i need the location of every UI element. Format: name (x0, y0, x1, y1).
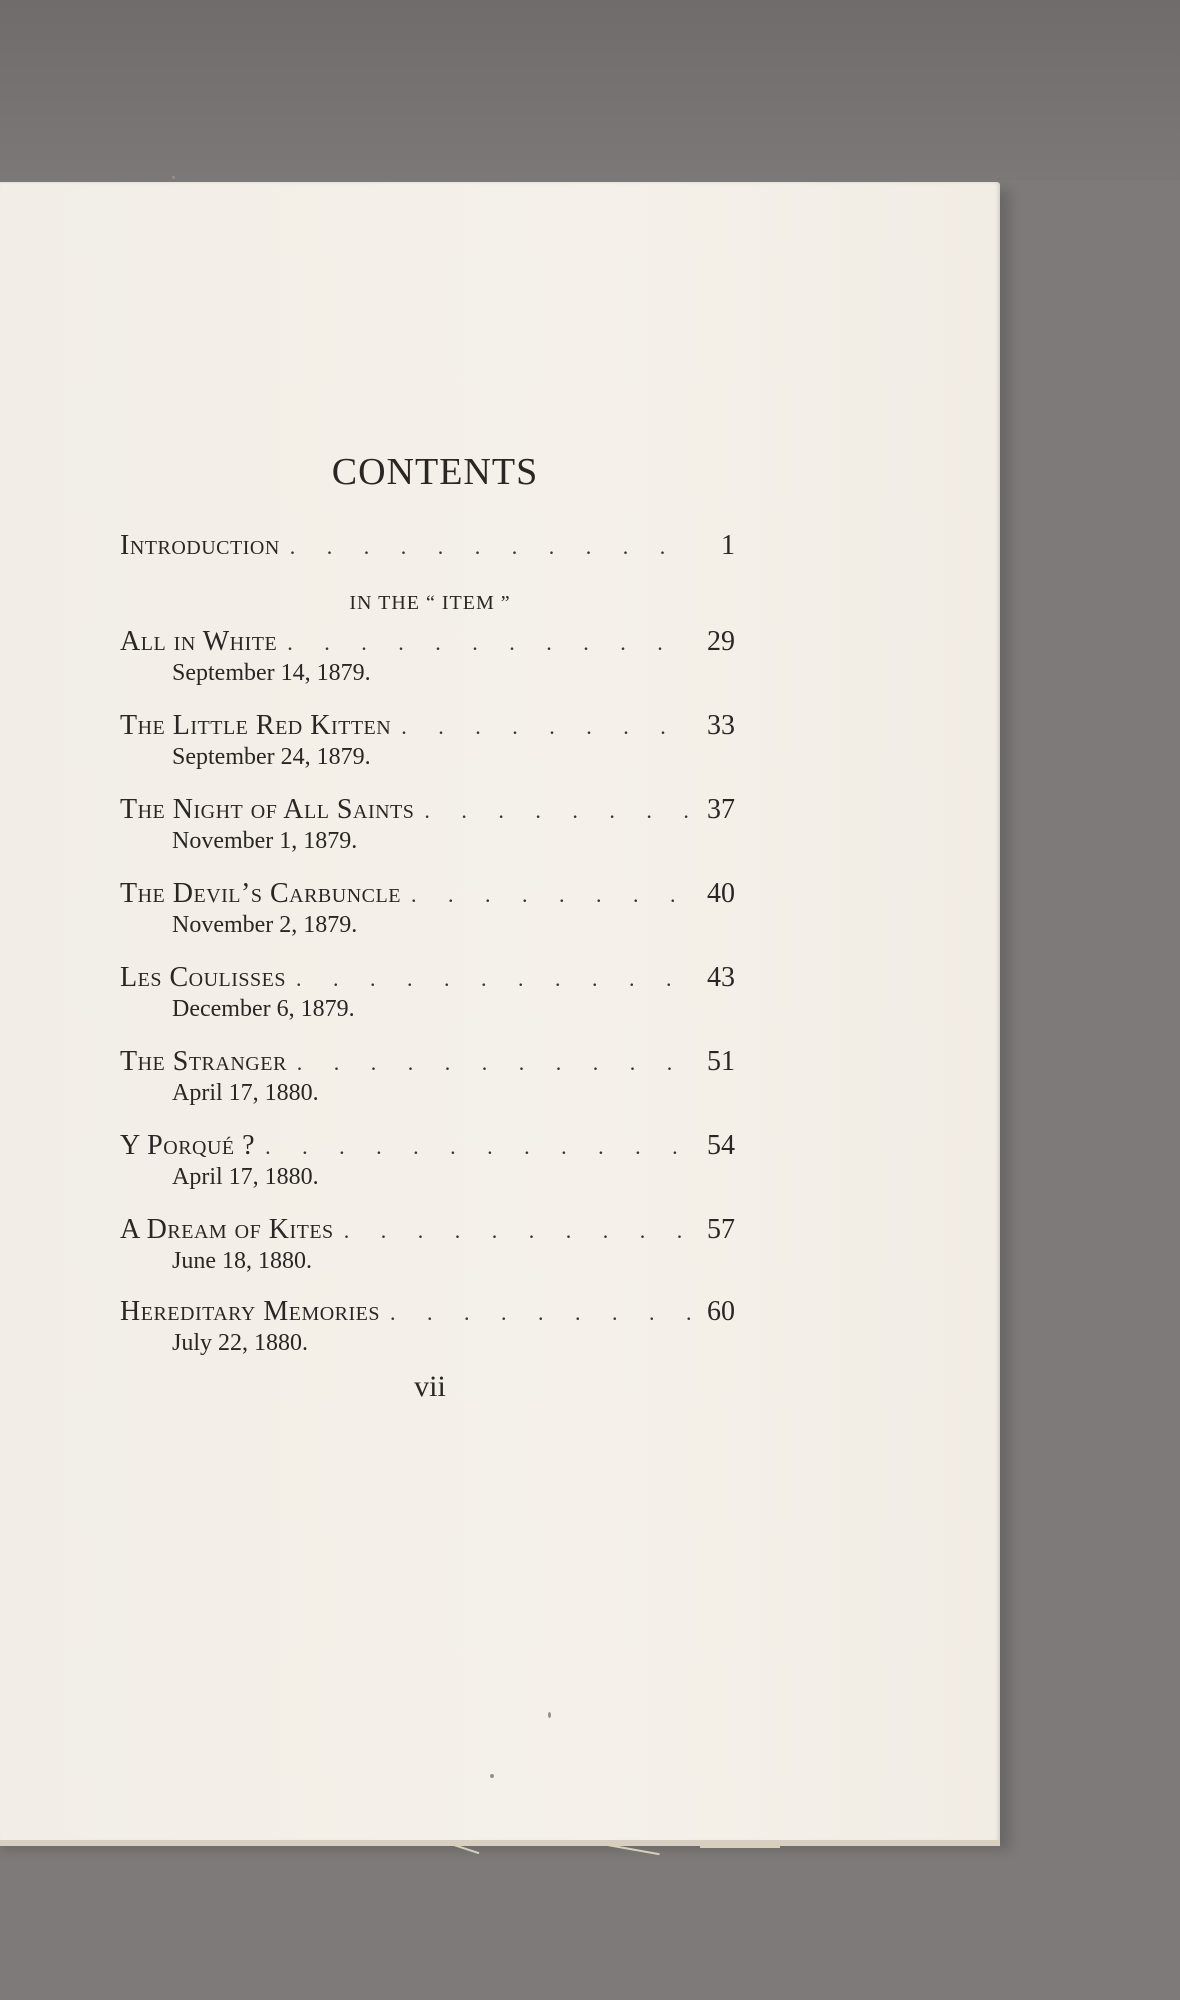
toc-entry-date: July 22, 1880. (172, 1330, 309, 1356)
dot-leader (344, 1218, 691, 1244)
toc-entry-introduction (120, 530, 735, 600)
toc-entry-date: April 17, 1880. (172, 1164, 319, 1190)
toc-entry-date: June 18, 1880. (172, 1248, 312, 1274)
toc-entry-title: The Stranger (120, 1046, 287, 1077)
dot-leader (296, 966, 691, 992)
dot-leader (287, 630, 691, 656)
toc-entry-title: Introduction (120, 530, 280, 561)
toc-page-number: 1 (721, 530, 735, 561)
toc-entry-date: September 24, 1879. (172, 744, 371, 770)
toc-entry (120, 1046, 735, 1116)
toc-entry-date: April 17, 1880. (172, 1080, 319, 1106)
toc-entry-date: November 1, 1879. (172, 828, 358, 854)
toc-entry-title: Hereditary Memories (120, 1296, 381, 1327)
dot-leader (424, 798, 691, 824)
toc-page-number: 51 (707, 1046, 735, 1077)
toc-entry-title: All in White (120, 626, 278, 657)
toc-entry-title: A Dream of Kites (120, 1214, 334, 1245)
toc-entry-title: The Little Red Kitten (120, 710, 392, 741)
toc-page-number: 40 (707, 878, 735, 909)
contents-title: CONTENTS (331, 451, 539, 493)
toc-entry-title: The Night of All Saints (120, 794, 415, 825)
dot-leader (290, 534, 691, 560)
toc-page-number: 43 (707, 962, 735, 993)
backdrop (0, 0, 1180, 180)
section-heading: IN THE “ ITEM ” (349, 592, 511, 614)
page-bottom-edge (0, 1840, 1000, 1846)
toc-page-number: 57 (707, 1214, 735, 1245)
toc-entry (120, 878, 735, 948)
toc-entry-title: Y Porqué ? (120, 1130, 256, 1161)
dot-leader (401, 714, 691, 740)
toc-entry-title: The Devil’s Carbuncle (120, 878, 401, 909)
paper-speck (490, 1774, 494, 1778)
toc-entry (120, 962, 735, 1032)
toc-entry (120, 794, 735, 864)
toc-entry (120, 1130, 735, 1200)
dot-leader (265, 1134, 691, 1160)
toc-page-number: 29 (707, 626, 735, 657)
toc-entry-date: November 2, 1879. (172, 912, 358, 938)
toc-entry (120, 1214, 735, 1284)
toc-entry-date: December 6, 1879. (172, 996, 355, 1022)
toc-entry-title: Les Coulisses (120, 962, 286, 993)
paper-speck (548, 1712, 551, 1718)
dot-leader (411, 882, 691, 908)
dot-leader (297, 1050, 691, 1076)
toc-page-number: 54 (707, 1130, 735, 1161)
toc-page-number: 60 (707, 1296, 735, 1327)
paper-speck (172, 176, 175, 179)
page-folio: vii (414, 1370, 446, 1403)
toc-entry (120, 1296, 735, 1366)
dot-leader (390, 1300, 691, 1326)
frayed-fiber (700, 1846, 780, 1848)
toc-page-number: 37 (707, 794, 735, 825)
toc-page-number: 33 (707, 710, 735, 741)
toc-entry-date: September 14, 1879. (172, 660, 371, 686)
toc-entry (120, 710, 735, 780)
toc-entry (120, 626, 735, 696)
